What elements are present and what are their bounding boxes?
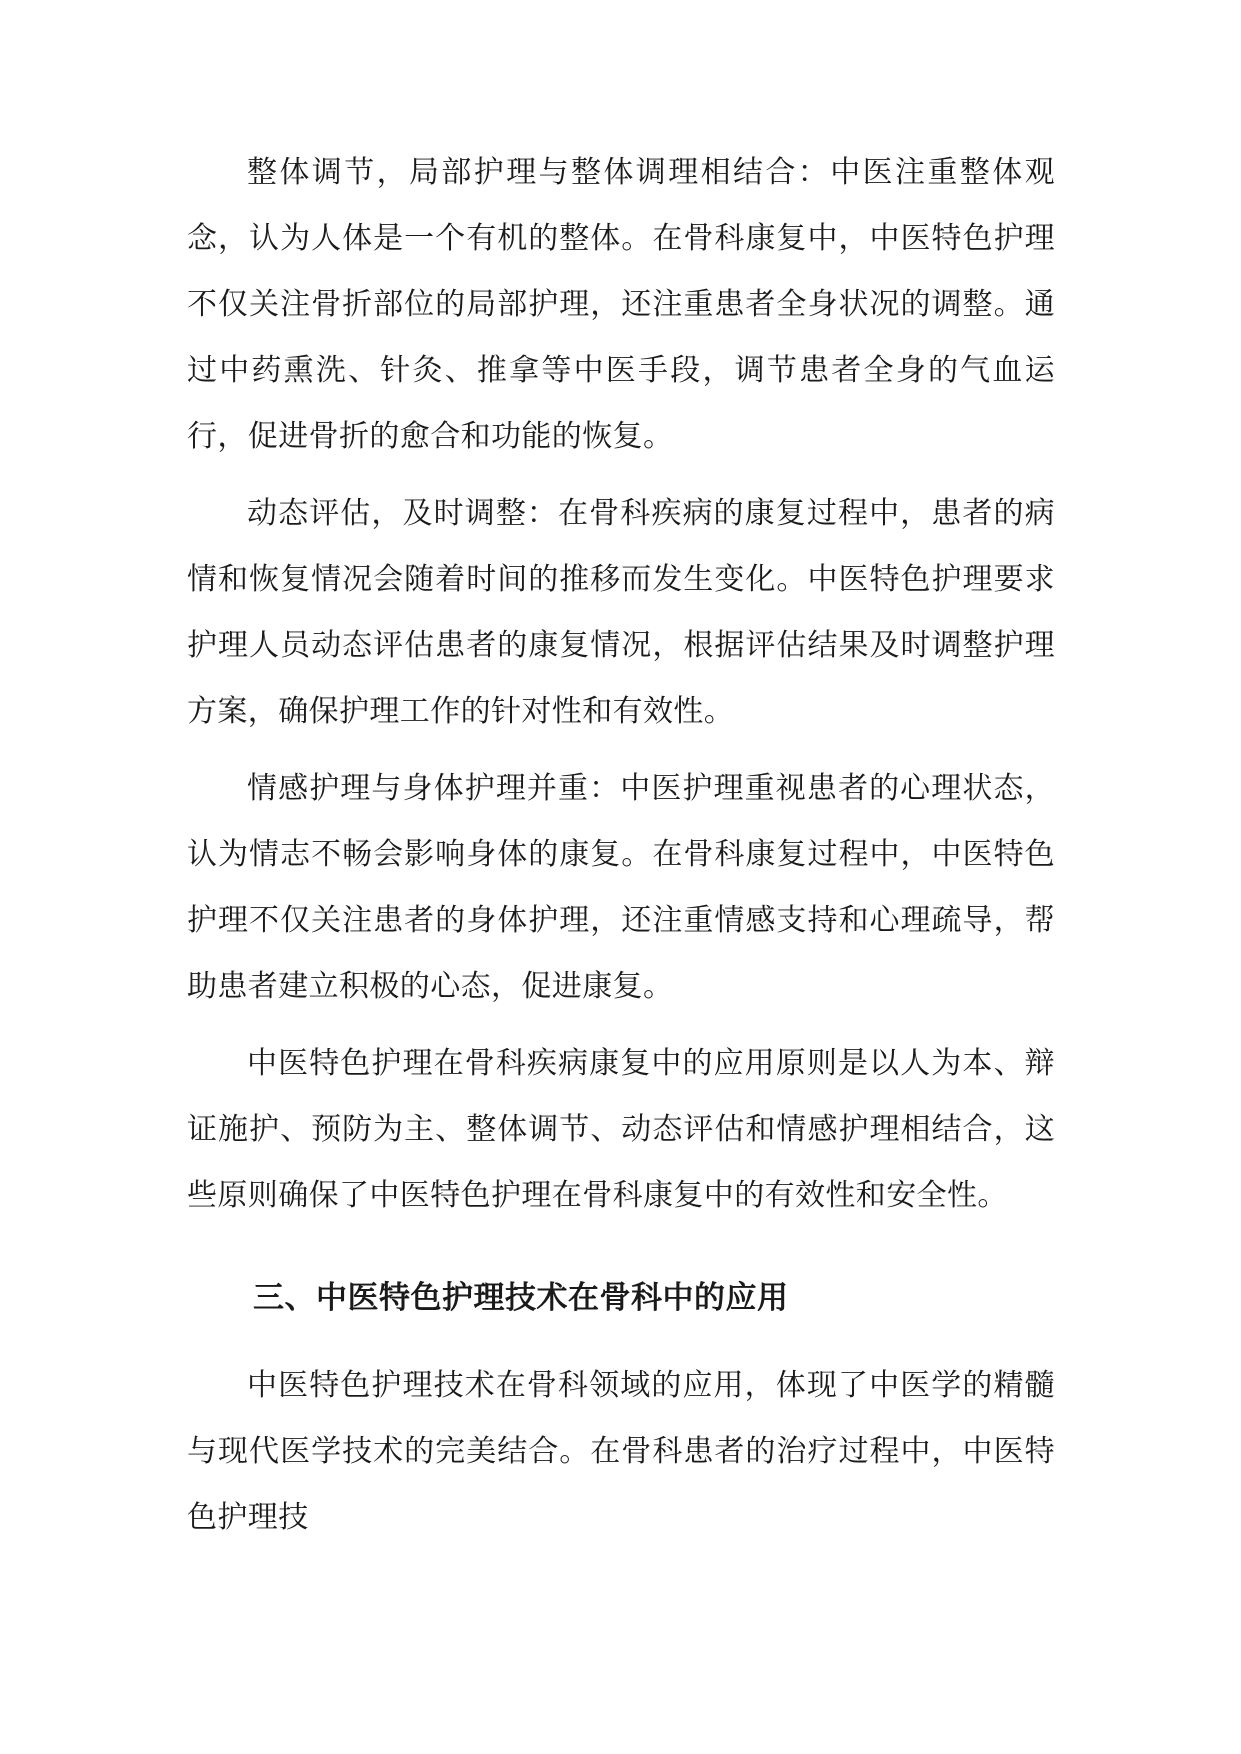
document-body — [187, 140, 1055, 1551]
paragraph-section-intro: 中医特色护理技术在骨科领域的应用，体现了中医学的精髓与现代医学技术的完美结合。在骨科患者的治疗过程中，中医特色护理技 — [187, 1368, 1055, 1535]
section-heading: 三、中医特色护理技术在骨科中的应用 — [253, 1280, 789, 1316]
paragraph-emotional-care: 情感护理与身体护理并重：中医护理重视患者的心理状态，认为情志不畅会影响身体的康复。在骨科康复过程中，中医特色护理不仅关注患者的身体护理，还注重情感支持和心理疏导，帮助患者建立积极的心态，促进康复。 — [187, 771, 1055, 1004]
paragraph-holistic-regulation: 整体调节，局部护理与整体调理相结合：中医注重整体观念，认为人体是一个有机的整体。在骨科康复中，中医特色护理不仅关注骨折部位的局部护理，还注重患者全身状况的调整。通过中药熏洗、针灸、推拿等中医手段，调节患者全身的气血运行，促进骨折的愈合和功能的恢复。 — [187, 155, 1055, 454]
paragraph-principles-summary: 中医特色护理在骨科疾病康复中的应用原则是以人为本、辩证施护、预防为主、整体调节、动态评估和情感护理相结合，这些原则确保了中医特色护理在骨科康复中的有效性和安全性。 — [187, 1046, 1055, 1213]
paragraph-dynamic-assessment: 动态评估，及时调整：在骨科疾病的康复过程中，患者的病情和恢复情况会随着时间的推移而发生变化。中医特色护理要求护理人员动态评估患者的康复情况，根据评估结果及时调整护理方案，确保护理工作的针对性和有效性。 — [187, 496, 1055, 729]
